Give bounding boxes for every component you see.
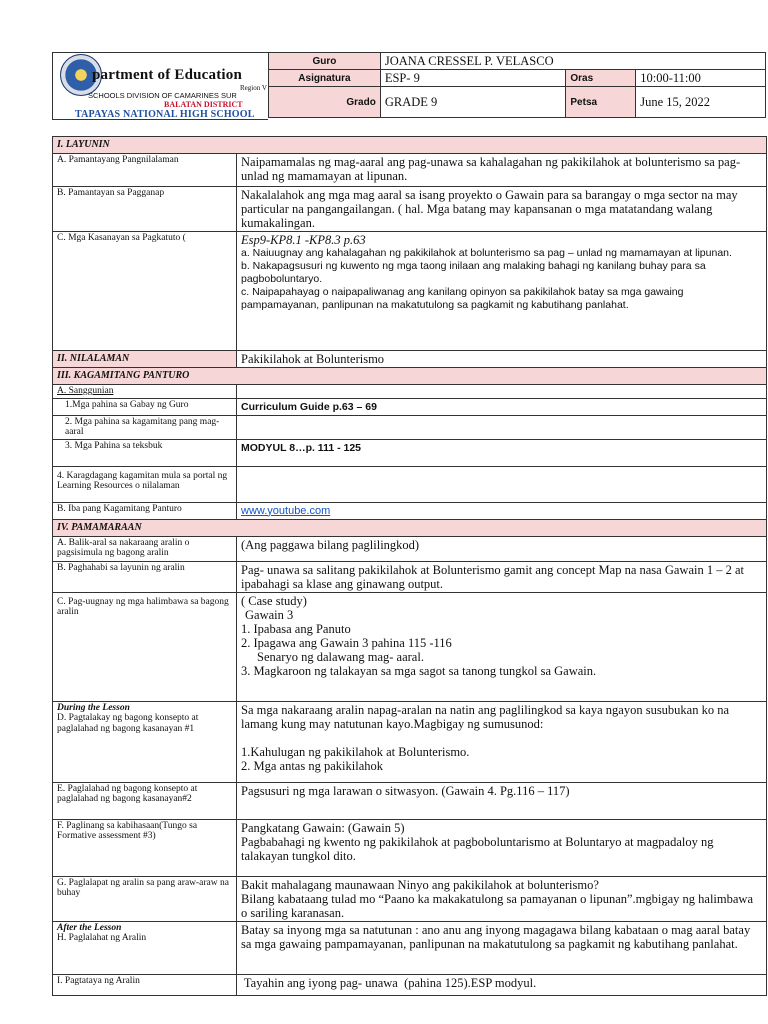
row-value bbox=[237, 466, 767, 502]
row-label: I. Pagtataya ng Aralin bbox=[53, 974, 237, 995]
competency-code: Esp9-KP8.1 -KP8.3 p.63 bbox=[241, 233, 366, 247]
region-label: Region V bbox=[240, 84, 267, 92]
row-label: F. Paglinang sa kabihasaan(Tungo sa Formative assessment #3) bbox=[53, 819, 237, 876]
oras-label: Oras bbox=[566, 70, 636, 87]
row-value: Curriculum Guide p.63 – 69 bbox=[237, 398, 767, 415]
table-row bbox=[53, 439, 767, 466]
row-label: B. Pamantayan sa Pagganap bbox=[53, 187, 237, 232]
table-row bbox=[53, 701, 767, 782]
list-item: Gawain 3 bbox=[245, 607, 294, 622]
table-row bbox=[53, 154, 767, 187]
table-row bbox=[53, 561, 767, 592]
row-label: C. Pag-uugnay ng mga halimbawa sa bagong aralin bbox=[53, 592, 237, 701]
row-value: MODYUL 8…p. 111 - 125 bbox=[237, 439, 767, 466]
row-label: E. Paglalahad ng bagong konsepto at paglalahad ng bagong kasanayan#2 bbox=[53, 782, 237, 819]
table-row bbox=[53, 782, 767, 819]
section-nilalaman bbox=[53, 351, 767, 368]
table-row bbox=[53, 819, 767, 876]
list-item: 1.Kahulugan ng pakikilahok at Bolunterismo. bbox=[241, 744, 470, 759]
during-lesson-label: During the Lesson bbox=[57, 702, 130, 713]
table-row bbox=[53, 466, 767, 502]
section-pamamaraan bbox=[53, 519, 767, 536]
lesson-plan-table bbox=[52, 136, 767, 996]
grado-value: GRADE 9 bbox=[380, 87, 566, 118]
list-item: c. Naipapahayag o naipapaliwanag ang kanilang opinyon sa pakikilahok batay sa mga gawaing pampamayanan, panlipunan na makatutulong sa pagkamit ng kabutihang panlahat. bbox=[241, 286, 684, 311]
list-item: 3. Magkaroon ng talakayan sa mga sagot sa tanong tungkol sa Gawain. bbox=[241, 663, 597, 678]
row-value: Bakit mahalagang maunawaan Ninyo ang pakikilahok at bolunterismo? bbox=[241, 877, 599, 892]
row-label: A. Balik-aral sa nakaraang aralin o pagsisimula ng bagong aralin bbox=[53, 536, 237, 561]
table-row bbox=[53, 415, 767, 439]
table-row bbox=[53, 592, 767, 701]
guro-label: Guro bbox=[269, 53, 381, 70]
row-value: Tayahin ang iyong pag- unawa (pahina 125).ESP modyul. bbox=[237, 974, 767, 995]
row-label: G. Paglalapat ng aralin sa pang araw-araw na buhay bbox=[53, 876, 237, 921]
list-item: 1. Ipabasa ang Panuto bbox=[241, 621, 351, 636]
school-name: TAPAYAS NATIONAL HIGH SCHOOL bbox=[75, 109, 255, 120]
table-row bbox=[53, 385, 767, 399]
row-label: B. Iba pang Kagamitang Panturo bbox=[53, 502, 237, 519]
section-title: II. NILALAMAN bbox=[53, 351, 237, 368]
section-kagamitan bbox=[53, 368, 767, 385]
row-value: Pagbabahagi ng kwento ng pakikilahok at pagboboluntarismo at Boluntaryo at magpadaloy ng talakayan tungkol dito. bbox=[241, 834, 714, 863]
petsa-label: Petsa bbox=[566, 87, 636, 118]
row-value: Bilang kabataang tulad mo “Paano ka makakatulong sa pamayanan o lipunan”.mgbigay ng halimbawa o sariling karanasan. bbox=[241, 891, 753, 920]
petsa-value: June 15, 2022 bbox=[636, 87, 766, 118]
section-title: I. LAYUNIN bbox=[53, 137, 767, 154]
section-layunin bbox=[53, 137, 767, 154]
youtube-link[interactable]: www.youtube.com bbox=[241, 504, 331, 517]
district-label: BALATAN DISTRICT bbox=[164, 100, 243, 109]
row-value: Pakikilahok at Bolunterismo bbox=[237, 351, 767, 368]
grado-label: Grado bbox=[269, 87, 381, 118]
list-item: 2. Ipagawa ang Gawain 3 pahina 115 -116 bbox=[241, 635, 452, 650]
table-row bbox=[53, 876, 767, 921]
row-label: 4. Karagdagang kagamitan mula sa portal ng Learning Resources o nilalaman bbox=[53, 466, 237, 502]
asignatura-value: ESP- 9 bbox=[380, 70, 566, 87]
row-label: A. Pamantayang Pangnilalaman bbox=[53, 154, 237, 187]
list-item: ( Case study) bbox=[241, 593, 307, 608]
row-label: H. Paglalahat ng Aralin bbox=[57, 933, 147, 943]
table-row bbox=[53, 502, 767, 519]
table-row bbox=[53, 974, 767, 995]
row-value: Batay sa inyong mga sa natutunan : ano anu ang inyong magagawa bilang kabataan o mag aaral batay sa mga gawaing pampamayanan, panlipunan na makatutulong sa pagkamit ng kabutihang panlahat. bbox=[237, 921, 767, 974]
row-value: Pag- unawa sa salitang pakikilahok at Bolunterismo gamit ang concept Map na nasa Gawain 1 – 2 at ipabahagi sa klase ang ginawang output. bbox=[237, 561, 767, 592]
table-row bbox=[53, 921, 767, 974]
row-value bbox=[237, 415, 767, 439]
list-item: a. Naiuugnay ang kahalagahan ng pakikilahok at bolunterismo sa pag – unlad ng mamamayan at lipunan. bbox=[241, 247, 732, 259]
row-label: 1.Mga pahina sa Gabay ng Guro bbox=[53, 398, 237, 415]
section-title: IV. PAMAMARAAN bbox=[53, 519, 767, 536]
row-label: D. Pagtalakay ng bagong konsepto at paglalahad ng bagong kasanayan #1 bbox=[57, 713, 199, 734]
table-row bbox=[53, 232, 767, 351]
list-item: Senaryo ng dalawang mag- aaral. bbox=[257, 649, 424, 664]
row-value: Pangkatang Gawain: (Gawain 5) bbox=[241, 820, 405, 835]
guro-value: JOANA CRESSEL P. VELASCO bbox=[380, 53, 765, 70]
department-title: partment of Education bbox=[92, 67, 243, 83]
row-label: A. Sanggunian bbox=[53, 385, 237, 399]
row-label: C. Mga Kasanayan sa Pagkatuto ( bbox=[53, 232, 237, 351]
list-item: b. Nakapagsusuri ng kuwento ng mga taong inilaan ang malaking bahagi ng kanilang buhay para sa pagboboluntaryo. bbox=[241, 260, 706, 285]
row-label: 2. Mga pahina sa kagamitang pang mag-aaral bbox=[53, 415, 237, 439]
table-row bbox=[53, 536, 767, 561]
row-value: Pagsusuri ng mga larawan o sitwasyon. (Gawain 4. Pg.116 – 117) bbox=[237, 782, 767, 819]
after-lesson-label: After the Lesson bbox=[57, 922, 122, 933]
row-value: Naipamamalas ng mag-aaral ang pag-unawa sa kahalagahan ng pakikilahok at bolunterismo sa pag- unlad ng mamamayan at lipunan. bbox=[237, 154, 767, 187]
table-row bbox=[53, 398, 767, 415]
row-value: (Ang paggawa bilang paglilingkod) bbox=[237, 536, 767, 561]
asignatura-label: Asignatura bbox=[269, 70, 381, 87]
row-label: 3. Mga Pahina sa teksbuk bbox=[53, 439, 237, 466]
table-row bbox=[53, 187, 767, 232]
section-title: III. KAGAMITANG PANTURO bbox=[53, 368, 767, 385]
row-value: Nakalalahok ang mga mag aaral sa isang proyekto o Gawain para sa barangay o mga sector na may particular na pangangailangan. ( hal. Mga batang may kapansanan o mga matatandang walang kumakalingan. bbox=[237, 187, 767, 232]
list-item: 2. Mga antas ng pakikilahok bbox=[241, 758, 383, 773]
division-label: SCHOOLS DIVISION OF CAMARINES SUR bbox=[88, 91, 237, 100]
row-value: Sa mga nakaraang aralin napag-aralan na natin ang paglilingkod sa kaya ngayon susubukan ko na lamang kung may natutunan kayo.Magbigay ng sumusunod: bbox=[241, 702, 730, 731]
oras-value: 10:00-11:00 bbox=[636, 70, 766, 87]
row-label: B. Paghahabi sa layunin ng aralin bbox=[53, 561, 237, 592]
lesson-info-table bbox=[268, 52, 766, 118]
